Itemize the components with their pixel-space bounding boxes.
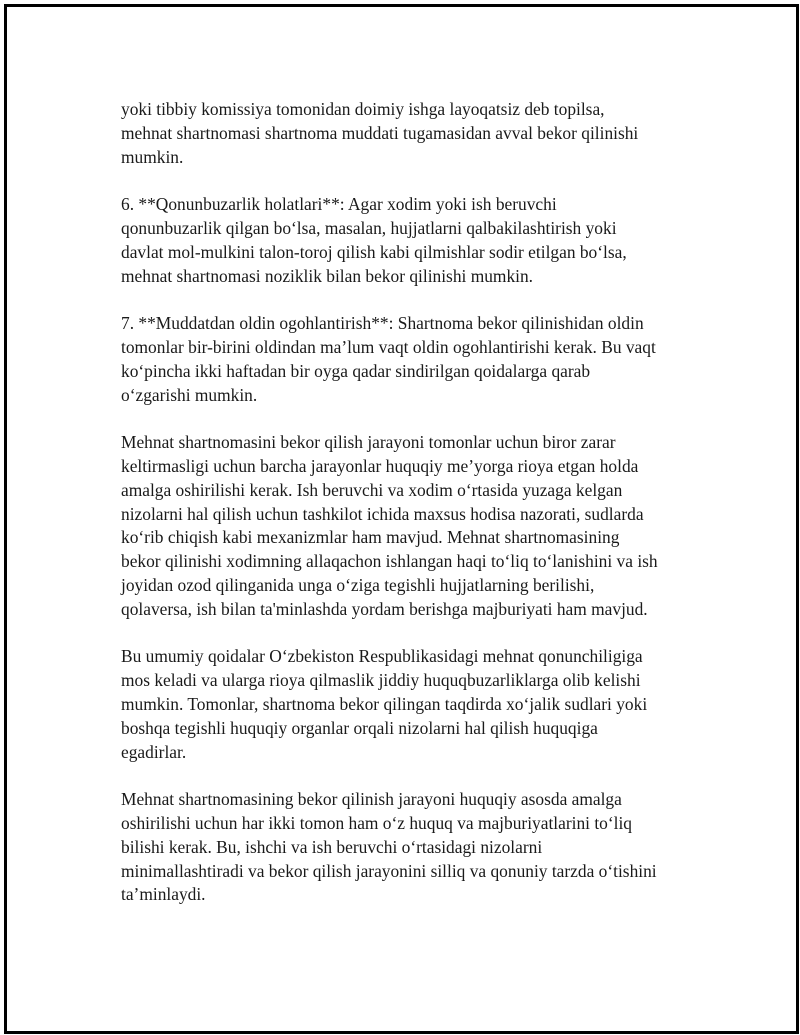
document-page	[4, 4, 799, 1034]
text-line: nizolarni hal qilish uchun tashkilot ichida maxsus hodisa nazorati, sudlarda	[121, 503, 644, 524]
text-line: oshirilishi uchun har ikki tomon ham o‘z huquq va majburiyatlarini to‘liq	[121, 812, 633, 833]
text-line: 7. **Muddatdan oldin ogohlantirish**: Shartnoma bekor qilinishidan oldin	[121, 313, 644, 334]
paragraph-6	[121, 788, 701, 907]
text-line: Mehnat shartnomasini bekor qilish jarayoni tomonlar uchun biror zarar	[121, 432, 616, 453]
text-line: egadirlar.	[121, 741, 187, 762]
paragraph-5	[121, 645, 701, 764]
paragraph-1	[121, 98, 701, 169]
text-line: boshqa tegishli huquqiy organlar orqali nizolarni hal qilish huquqiga	[121, 717, 598, 738]
text-line: bilishi kerak. Bu, ishchi va ish beruvchi o‘rtasidagi nizolarni	[121, 836, 543, 857]
text-line: joyidan ozod qilinganida unga o‘ziga tegishli hujjatlarning berilishi,	[121, 574, 595, 595]
text-line: Bu umumiy qoidalar O‘zbekiston Respublikasidagi mehnat qonunchiligiga	[121, 646, 643, 667]
text-line: yoki tibbiy komissiya tomonidan doimiy ishga layoqatsiz deb topilsa,	[121, 99, 605, 119]
text-line: amalga oshirilishi kerak. Ish beruvchi va xodim o‘rtasida yuzaga kelgan	[121, 479, 623, 500]
paragraph-4	[121, 431, 701, 621]
text-line: tomonlar bir-birini oldindan ma’lum vaqt oldin ogohlantirishi kerak. Bu vaqt	[121, 336, 656, 357]
text-line: qonunbuzarlik qilgan bo‘lsa, masalan, hujjatlarni qalbakilashtirish yoki	[121, 217, 617, 238]
text-line: davlat mol-mulkini talon-toroj qilish kabi qilmishlar sodir etilgan bo‘lsa,	[121, 241, 627, 262]
document-body	[121, 98, 701, 931]
text-line: 6. **Qonunbuzarlik holatlari**: Agar xodim yoki ish beruvchi	[121, 194, 557, 215]
text-line: ko‘pincha ikki haftadan bir oyga qadar sindirilgan qoidalarga qarab	[121, 360, 591, 381]
text-line: mumkin.	[121, 146, 184, 167]
text-line: ko‘rib chiqish kabi mexanizmlar ham mavjud. Mehnat shartnomasining	[121, 527, 620, 548]
text-line: keltirmasligi uchun barcha jarayonlar huquqiy me’yorga rioya etgan holda	[121, 455, 639, 476]
text-line: mumkin. Tomonlar, shartnoma bekor qilingan taqdirda xo‘jalik sudlari yoki	[121, 693, 648, 714]
text-line: mos keladi va ularga rioya qilmaslik jiddiy huquqbuzarliklarga olib kelishi	[121, 670, 641, 691]
text-line: ta’minlaydi.	[121, 884, 206, 905]
paragraph-3	[121, 312, 701, 407]
text-line: mehnat shartnomasi noziklik bilan bekor qilinishi mumkin.	[121, 265, 534, 286]
text-line: qolaversa, ish bilan ta'minlashda yordam berishga majburiyati ham mavjud.	[121, 598, 648, 619]
text-line: o‘zgarishi mumkin.	[121, 384, 258, 405]
text-line: Mehnat shartnomasining bekor qilinish jarayoni huquqiy asosda amalga	[121, 789, 622, 810]
paragraph-2	[121, 193, 701, 288]
text-line: minimallashtiradi va bekor qilish jarayonini silliq va qonuniy tarzda o‘tishini	[121, 860, 657, 881]
text-line: bekor qilinishi xodimning allaqachon ishlangan haqi to‘liq to‘lanishini va ish	[121, 551, 658, 572]
text-line: mehnat shartnomasi shartnoma muddati tugamasidan avval bekor qilinishi	[121, 122, 639, 143]
